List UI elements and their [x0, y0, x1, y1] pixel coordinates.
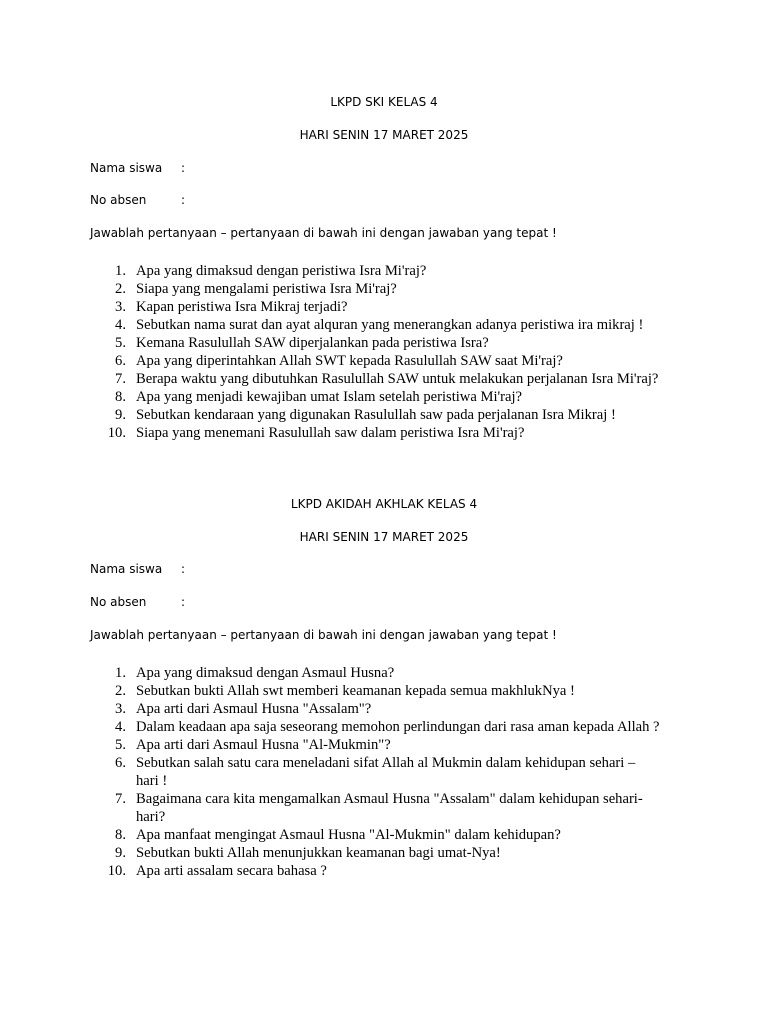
question-number: 5.	[115, 737, 126, 753]
question-text: Kapan peristiwa Isra Mikraj terjadi?	[136, 299, 348, 315]
section1-name-label: Nama siswa	[90, 161, 163, 175]
question-text: Apa yang dimaksud dengan Asmaul Husna?	[136, 665, 395, 681]
question-text: Sebutkan nama surat dan ayat alquran yang menerangkan adanya peristiwa ira mikraj !	[136, 317, 644, 333]
question-number: 8.	[115, 389, 126, 405]
question-number: 8.	[115, 827, 126, 843]
section2-date: HARI SENIN 17 MARET 2025	[299, 530, 469, 544]
question-number: 1.	[115, 263, 126, 279]
question-number: 1.	[115, 665, 126, 681]
section2-instruction: Jawablah pertanyaan – pertanyaan di bawah ini dengan jawaban yang tepat !	[90, 628, 557, 642]
question-text: Sebutkan salah satu cara meneladani sifat Allah al Mukmin dalam kehidupan sehari –	[136, 755, 636, 771]
question-text: Siapa yang menemani Rasulullah saw dalam peristiwa Isra Mi'raj?	[136, 425, 525, 441]
section2-name-label: Nama siswa	[90, 562, 163, 576]
question-number: 10.	[107, 425, 126, 441]
question-text: Apa yang menjadi kewajiban umat Islam setelah peristiwa Mi'raj?	[136, 389, 522, 405]
section1-date: HARI SENIN 17 MARET 2025	[299, 128, 469, 142]
question-text: Berapa waktu yang dibutuhkan Rasulullah SAW untuk melakukan perjalanan Isra Mi'raj?	[136, 371, 659, 387]
question-number: 6.	[115, 353, 126, 369]
question-number: 7.	[115, 371, 126, 387]
section1-name-colon: :	[181, 161, 186, 175]
question-text: Apa manfaat mengingat Asmaul Husna "Al-Mukmin" dalam kehidupan?	[136, 827, 561, 843]
question-text: Sebutkan kendaraan yang digunakan Rasulullah saw pada perjalanan Isra Mikraj !	[136, 407, 616, 423]
question-number: 3.	[115, 701, 126, 717]
section1-absen-label: No absen	[90, 193, 147, 207]
section1-title: LKPD SKI KELAS 4	[330, 95, 438, 109]
question-text-continuation: hari?	[136, 809, 166, 825]
section2-name-colon: :	[181, 562, 186, 576]
question-number: 7.	[115, 791, 126, 807]
section2-title: LKPD AKIDAH AKHLAK KELAS 4	[290, 497, 478, 511]
question-number: 4.	[115, 719, 126, 735]
question-text: Apa arti dari Asmaul Husna "Assalam"?	[136, 701, 372, 717]
question-number: 10.	[107, 863, 126, 879]
question-number: 3.	[115, 299, 126, 315]
question-number: 6.	[115, 755, 126, 771]
question-text: Apa yang dimaksud dengan peristiwa Isra Mi'raj?	[136, 263, 427, 279]
question-text: Kemana Rasulullah SAW diperjalankan pada peristiwa Isra?	[136, 335, 489, 351]
question-text: Bagaimana cara kita mengamalkan Asmaul Husna "Assalam" dalam kehidupan sehari-	[136, 791, 643, 807]
question-number: 9.	[115, 407, 126, 423]
question-text: Apa arti assalam secara bahasa ?	[136, 863, 327, 879]
question-text-continuation: hari !	[136, 773, 168, 789]
question-number: 2.	[115, 281, 126, 297]
question-text: Apa yang diperintahkan Allah SWT kepada Rasulullah SAW saat Mi'raj?	[136, 353, 563, 369]
question-number: 5.	[115, 335, 126, 351]
question-number: 4.	[115, 317, 126, 333]
section1-instruction: Jawablah pertanyaan – pertanyaan di bawah ini dengan jawaban yang tepat !	[90, 226, 557, 240]
question-text: Sebutkan bukti Allah swt memberi keamanan kepada semua makhlukNya !	[136, 683, 575, 699]
section2-absen-colon: :	[181, 595, 186, 609]
question-text: Apa arti dari Asmaul Husna "Al-Mukmin"?	[136, 737, 391, 753]
section2-absen-label: No absen	[90, 595, 147, 609]
section1-absen-colon: :	[181, 193, 186, 207]
question-text: Dalam keadaan apa saja seseorang memohon perlindungan dari rasa aman kepada Allah ?	[136, 719, 660, 735]
question-number: 9.	[115, 845, 126, 861]
question-text: Siapa yang mengalami peristiwa Isra Mi'raj?	[136, 281, 397, 297]
question-text: Sebutkan bukti Allah menunjukkan keamanan bagi umat-Nya!	[136, 845, 501, 861]
question-number: 2.	[115, 683, 126, 699]
